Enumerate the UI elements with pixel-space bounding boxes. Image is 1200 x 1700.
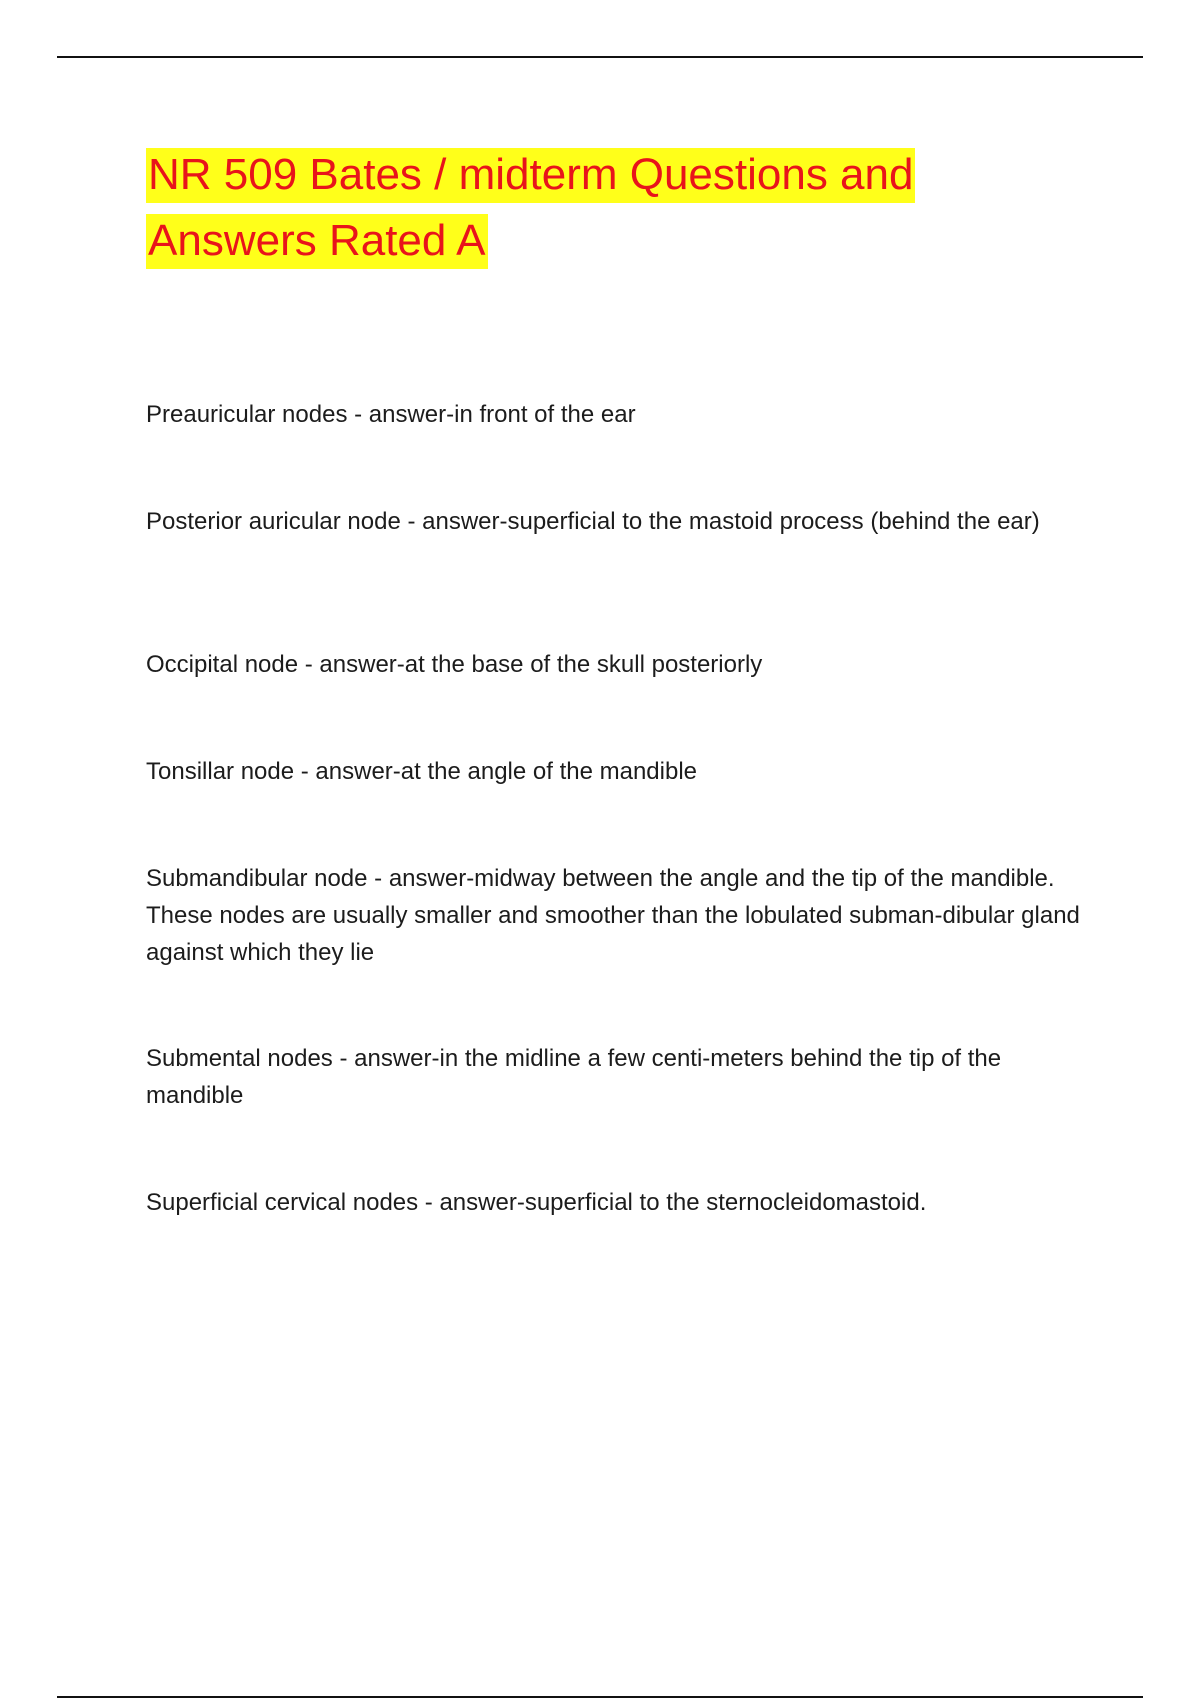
qa-item-preauricular: Preauricular nodes - answer-in front of the ear bbox=[146, 401, 636, 428]
document-title bbox=[146, 142, 946, 274]
footer-rule bbox=[57, 1696, 1143, 1698]
qa-item-posterior-auricular: Posterior auricular node - answer-superficial to the mastoid process (behind the ear) bbox=[146, 508, 1040, 535]
title-line-1: NR 509 Bates / midterm Questions and bbox=[146, 148, 915, 203]
qa-item-tonsillar: Tonsillar node - answer-at the angle of the mandible bbox=[146, 758, 697, 785]
qa-item-submental: Submental nodes - answer-in the midline a few centi-meters behind the tip of the mandible bbox=[146, 1045, 1002, 1109]
qa-item-superficial-cervical: Superficial cervical nodes - answer-superficial to the sternocleidomastoid. bbox=[146, 1189, 927, 1216]
qa-item-occipital: Occipital node - answer-at the base of the skull posteriorly bbox=[146, 651, 763, 678]
title-line-2: Answers Rated A bbox=[146, 214, 488, 269]
qa-item-submandibular: Submandibular node - answer-midway between the angle and the tip of the mandible. These nodes are usually smaller and smoother than the lobulated subman-dibular gland against which they lie bbox=[146, 865, 1080, 966]
header-rule bbox=[57, 56, 1143, 58]
